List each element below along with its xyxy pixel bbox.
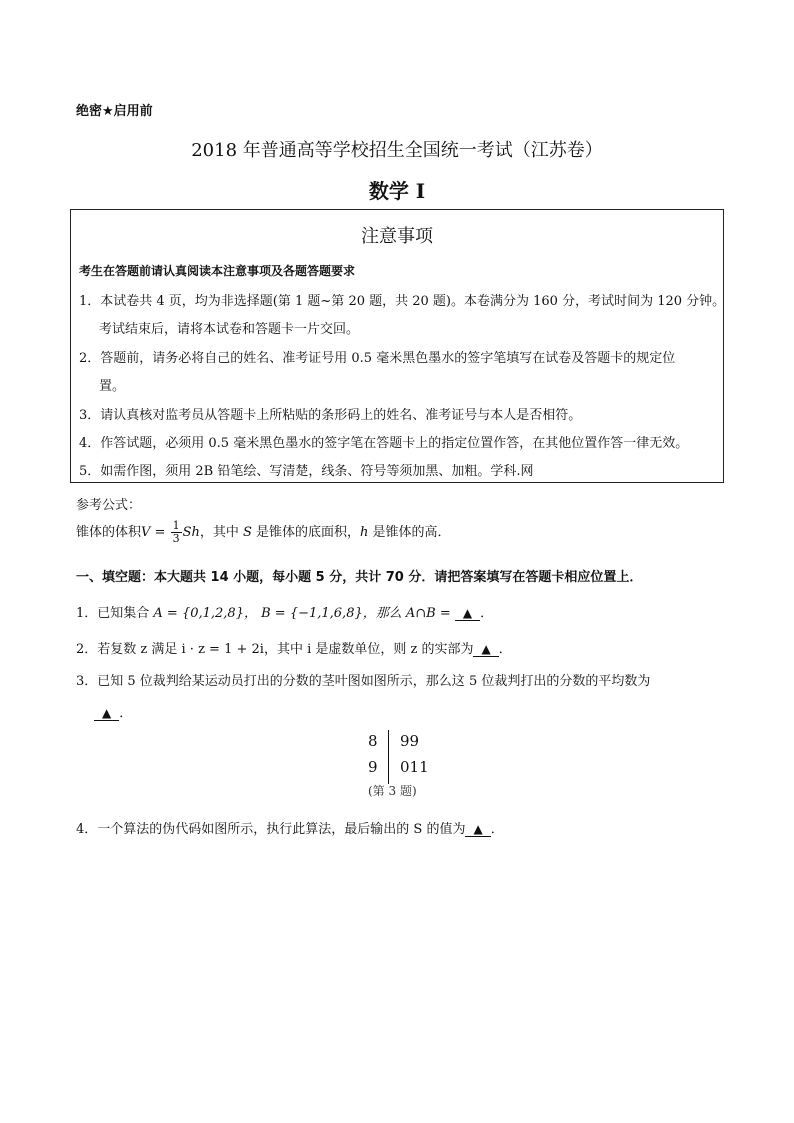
exam-title: 2018 年普通高等学校招生全国统一考试（江苏卷） bbox=[191, 140, 603, 161]
formula-label: 参考公式： bbox=[76, 498, 142, 513]
notice-line-1-cont: 考试结束后，请将本试卷和答题卡一片交回。 bbox=[99, 322, 360, 337]
q4-math: S 的值为 bbox=[413, 822, 466, 837]
notice-line-5: 5．如需作图，须用 2B 铅笔绘、写清楚，线条、符号等须加黑、加粗。学科.网 bbox=[79, 464, 534, 479]
q2-end: ． bbox=[498, 642, 512, 657]
formula-fraction bbox=[171, 520, 182, 545]
q2-text: 2．若复数 bbox=[76, 642, 141, 657]
formula-line bbox=[76, 520, 451, 545]
q4-text: 4．一个算法的伪代码如图所示，执行此算法，最后输出的 bbox=[76, 822, 414, 837]
notice-line-3: 3．请认真核对监考员从答题卡上所粘贴的条形码上的姓名、准考证号与本人是否相符。 bbox=[79, 408, 582, 423]
notice-intro: 考生在答题前请认真阅读本注意事项及各题答题要求 bbox=[79, 264, 356, 278]
question-3: 3．已知 5 位裁判给某运动员打出的分数的茎叶图如图所示，那么这 5 位裁判打出的分数的平均数为 bbox=[76, 674, 651, 689]
notice-title: 注意事项 bbox=[361, 226, 433, 247]
fraction-denominator: 3 bbox=[172, 532, 180, 545]
q3-answer-blank: ▲ bbox=[94, 706, 119, 721]
stem-leaf-plot bbox=[360, 728, 440, 788]
notice-line-1: 1．本试卷共 4 页，均为非选择题(第 1 题~第 20 题，共 20 题)。本卷满分为 160 分，考试时间为 120 分钟。 bbox=[79, 294, 726, 309]
formula-rhs: Sh bbox=[182, 525, 200, 540]
q2-math: z 满足 i · z = 1 + 2i，其中 i 是虚数单位，则 z 的实部为 bbox=[140, 642, 474, 657]
stem-leaf-divider bbox=[388, 730, 389, 784]
notice-line-2: 2．答题前，请务必将自己的姓名、准考证号用 0.5 毫米黑色墨水的签字笔填写在试卷及答题卡的规定位 bbox=[79, 351, 676, 366]
formula-prefix: 锥体的体积 bbox=[76, 525, 142, 540]
formula-eq: = bbox=[150, 525, 170, 540]
q4-answer-blank: ▲ bbox=[465, 822, 490, 837]
q1-end: ． bbox=[480, 606, 494, 621]
question-4 bbox=[76, 818, 504, 837]
question-1 bbox=[76, 602, 493, 621]
figure-caption: (第 3 题) bbox=[368, 784, 417, 798]
formula-var-s: S bbox=[243, 525, 252, 540]
formula-tail: 是锥体的高． bbox=[368, 525, 451, 540]
leaf-values: 99 bbox=[400, 732, 420, 750]
notice-box bbox=[70, 209, 724, 483]
notice-line-4: 4．作答试题，必须用 0.5 毫米黑色墨水的签字笔在答题卡上的指定位置作答，在其他位置作答一律无效。 bbox=[79, 436, 689, 451]
q2-answer-blank: ▲ bbox=[473, 642, 498, 657]
formula-var-h: h bbox=[360, 525, 369, 540]
exam-subtitle: 数学 Ⅰ bbox=[368, 179, 426, 203]
formula-lhs: V bbox=[141, 525, 151, 540]
q1-answer-blank: ▲ bbox=[455, 606, 480, 621]
question-2 bbox=[76, 638, 512, 657]
q1-text: 1．已知集合 bbox=[76, 606, 154, 621]
leaf-values: 011 bbox=[400, 758, 429, 776]
formula-mid1: ，其中 bbox=[199, 525, 243, 540]
notice-line-2-cont: 置。 bbox=[99, 379, 126, 394]
secret-label: 绝密★启用前 bbox=[76, 104, 153, 119]
formula-mid2: 是锥体的底面积， bbox=[251, 525, 361, 540]
q3-end: ． bbox=[119, 706, 133, 721]
stem-value: 9 bbox=[368, 758, 378, 776]
question-3-cont bbox=[94, 702, 132, 721]
q4-end: ． bbox=[490, 822, 504, 837]
stem-value: 8 bbox=[368, 732, 378, 750]
section-heading: 一、填空题：本大题共 14 小题，每小题 5 分，共计 70 分．请把答案填写在答题卡相应位置上． bbox=[76, 570, 643, 585]
q1-math: A = {0,1,2,8}， B = {−1,1,6,8}，那么 A∩B = bbox=[153, 606, 455, 621]
fraction-numerator: 1 bbox=[172, 519, 180, 532]
